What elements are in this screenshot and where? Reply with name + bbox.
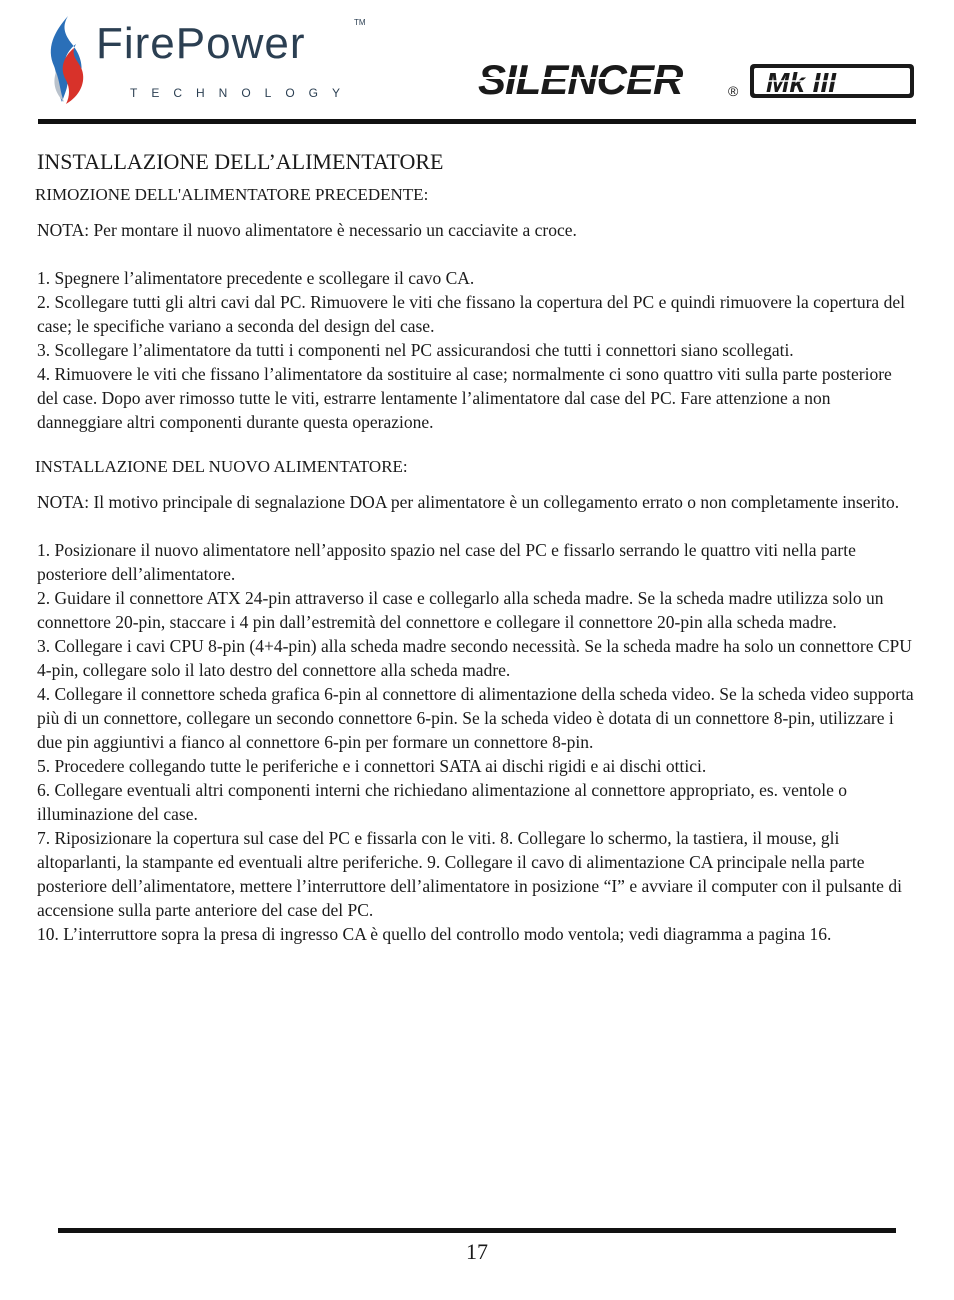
section-heading: INSTALLAZIONE DEL NUOVO ALIMENTATORE: xyxy=(35,457,408,476)
list-item: 10. L’interruttore sopra la presa di ingresso CA è quello del controllo modo ventola; vedi diagramma a pagina 16. xyxy=(37,924,832,944)
installation-section xyxy=(37,456,917,946)
list-item: 2. Guidare il connettore ATX 24-pin attraverso il case e collegarlo alla scheda madre. Se la scheda madre utilizza solo un connettore 20-pin, staccare i 4 pin dall’estremità del connettore e collegare il connettore 20-pin alla scheda madre. xyxy=(37,588,884,632)
document-body xyxy=(37,148,917,946)
note-text: NOTA: Per montare il nuovo alimentatore è necessario un cacciavite a croce. xyxy=(37,220,577,240)
brand-subtitle: TECHNOLOGY xyxy=(130,86,355,100)
list-item: 3. Collegare i cavi CPU 8-pin (4+4-pin) alla scheda madre secondo necessità. Se la scheda madre ha solo un connettore CPU 4-pin, collegare solo il lato destro del connettore alla scheda madre. xyxy=(37,636,912,680)
list-item: 3. Scollegare l’alimentatore da tutti i componenti nel PC assicurandosi che tutti i connettori siano scollegati. xyxy=(37,340,794,360)
page-number: 17 xyxy=(466,1239,488,1264)
list-item: 4. Collegare il connettore scheda grafica 6-pin al connettore di alimentazione della scheda video. Se la scheda video supporta più di un connettore, collegare un secondo connettore 6-pin. Se la scheda video è dotata di un connettore 8-pin, utilizzare i due pin aggiuntivi a fianco al connettore 6-pin per formare un connettore 8-pin. xyxy=(37,684,914,752)
list-item: 1. Posizionare il nuovo alimentatore nell’apposito spazio nel case del PC e fissarlo serrando le quattro viti nella parte posteriore dell’alimentatore. xyxy=(37,540,856,584)
svg-text:SILENCER: SILENCER xyxy=(478,56,683,103)
note-text: NOTA: Il motivo principale di segnalazione DOA per alimentatore è un collegamento errato o non completamente inserito. xyxy=(37,492,900,512)
footer-divider xyxy=(58,1228,896,1233)
header-divider xyxy=(38,119,916,124)
steps-list xyxy=(37,266,917,434)
flame-logo-icon xyxy=(46,14,92,106)
list-item: 5. Procedere collegando tutte le periferiche e i connettori SATA ai dischi rigidi e ai dischi ottici. xyxy=(37,756,707,776)
svg-text:Mk III: Mk III xyxy=(766,67,837,98)
brand-trademark: TM xyxy=(354,18,366,27)
removal-section xyxy=(37,184,917,434)
brand-name: FirePower xyxy=(96,19,306,68)
list-item: 1. Spegnere l’alimentatore precedente e scollegare il cavo CA. xyxy=(37,268,475,288)
steps-list xyxy=(37,538,917,946)
svg-text:®: ® xyxy=(728,83,739,99)
section-heading: RIMOZIONE DELL'ALIMENTATORE PRECEDENTE: xyxy=(35,185,429,204)
list-item: 7. Riposizionare la copertura sul case del PC e fissarla con le viti. 8. Collegare lo schermo, la tastiera, il mouse, gli altoparlanti, la stampante ed eventuali altre periferiche. 9. Collegare il cavo di alimentazione CA principale nella parte posteriore dell’alimentatore, mettere l’interruttore dell’alimentatore in posizione “I” e avviare il computer con il pulsante di accensione sulla parte anteriore del case del PC. xyxy=(37,828,902,920)
page-title: INSTALLAZIONE DELL’ALIMENTATORE xyxy=(37,149,444,174)
list-item: 2. Scollegare tutti gli altri cavi dal PC. Rimuovere le viti che fissano la copertura del PC e quindi rimuovere la copertura del case; le specifiche variano a seconda del design del case. xyxy=(37,292,905,336)
firepower-logo xyxy=(46,14,366,106)
silencer-mk3-logo xyxy=(476,56,916,106)
list-item: 4. Rimuovere le viti che fissano l’alimentatore da sostituire al case; normalmente ci sono quattro viti sulla parte posteriore del case. Dopo aver rimosso tutte le viti, estrarre lentamente l’alimentatore dal case del PC. Fare attenzione a non danneggiare altri componenti durante questa operazione. xyxy=(37,364,892,432)
list-item: 6. Collegare eventuali altri componenti interni che richiedano alimentazione al connettore appropriato, es. ventole o illuminazione del case. xyxy=(37,780,848,824)
